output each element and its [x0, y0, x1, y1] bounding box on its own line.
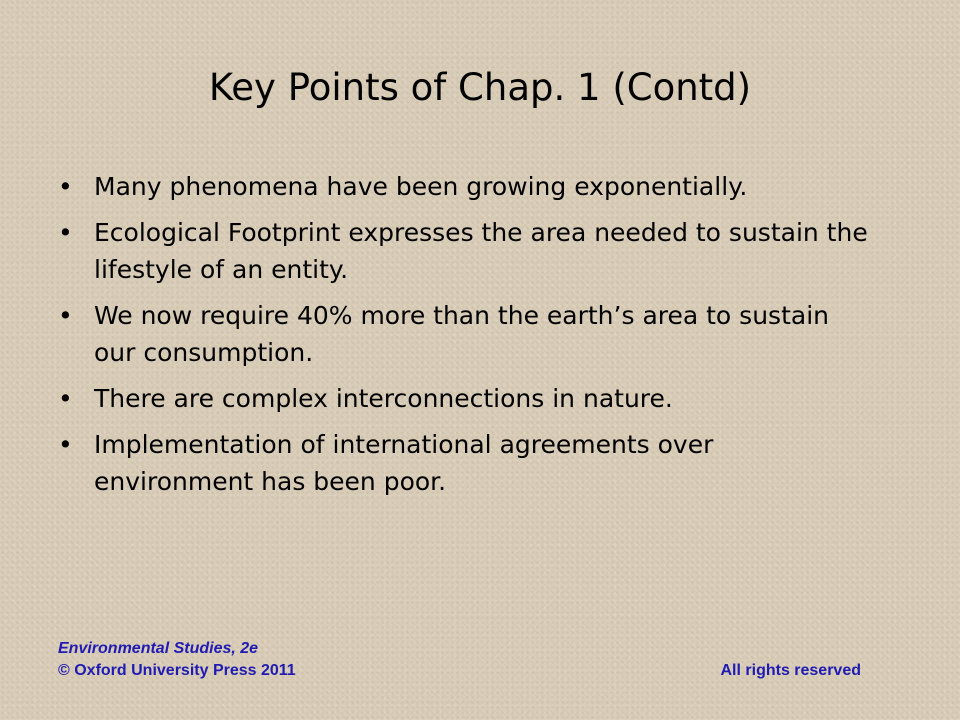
slide-footer [58, 640, 878, 680]
bullet-item [58, 426, 878, 500]
bullet-glyph: • [58, 301, 73, 330]
book-title: Environmental Studies, 2e [58, 640, 259, 657]
bullet-glyph: • [58, 172, 73, 201]
bullet-item [58, 297, 878, 371]
bullet-text: There are complex interconnections in nature. [94, 384, 673, 413]
bullet-text: Ecological Footprint expresses the area needed to sustain the lifestyle of an entity. [94, 218, 868, 284]
bullet-glyph: • [58, 430, 73, 459]
bullet-glyph: • [58, 384, 73, 413]
footer-bottom-row [58, 662, 861, 680]
bullet-text: We now require 40% more than the earth’s area to sustain our consumption. [94, 301, 829, 367]
bullet-text: Many phenomena have been growing exponentially. [94, 172, 748, 201]
bullet-list [58, 168, 878, 509]
bullet-text: Implementation of international agreements over environment has been poor. [94, 430, 714, 496]
copyright-text: © Oxford University Press 2011 [58, 662, 296, 679]
rights-text: All rights reserved [720, 662, 861, 679]
bullet-glyph: • [58, 218, 73, 247]
slide-title: Key Points of Chap. 1 (Contd) [208, 66, 752, 109]
bullet-item [58, 168, 878, 205]
bullet-item [58, 214, 878, 288]
bullet-item [58, 380, 878, 417]
